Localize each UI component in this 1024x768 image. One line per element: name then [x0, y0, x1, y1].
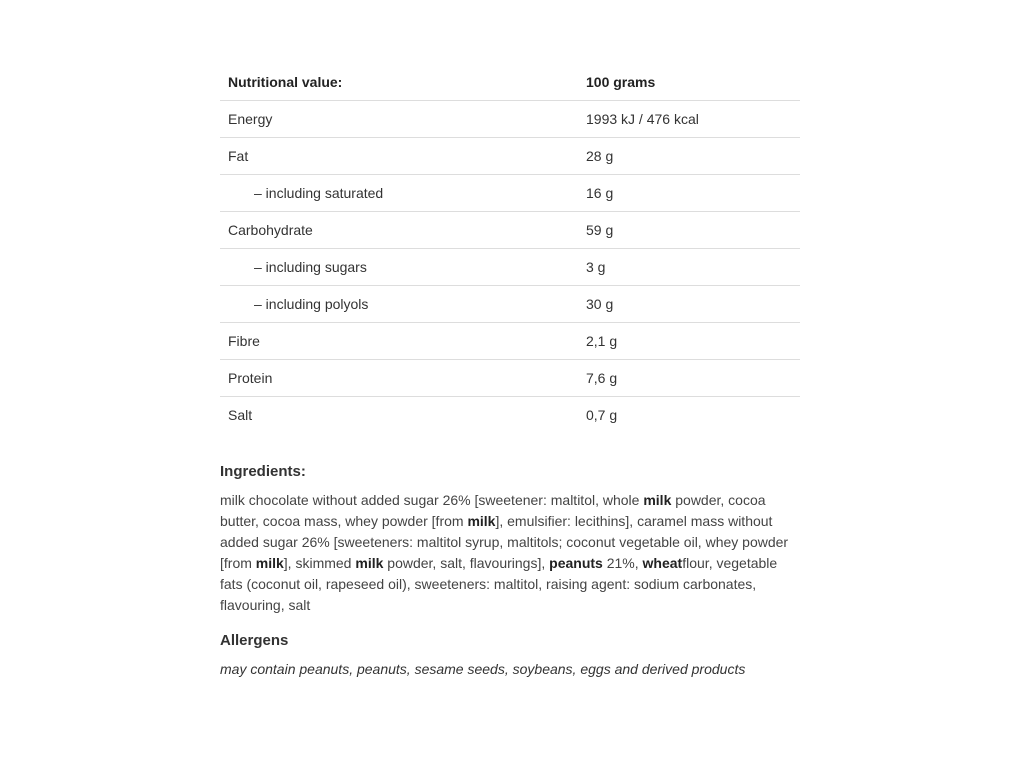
allergen-highlight: milk: [467, 513, 496, 529]
ingredient-segment: ], emulsifier: lecithins], caramel mass without added sugar 26% [sweeteners: maltitol syrup, maltitols; coconut vegetable oil, whey powder [from: [220, 513, 789, 571]
nutrient-name: Carbohydrate: [220, 212, 578, 249]
nutrient-value: 1993 kJ / 476 kcal: [578, 101, 800, 138]
ingredient-segment: 21%,: [602, 555, 643, 571]
nutrition-row-energy: [220, 101, 800, 138]
nutrient-name: – including saturated: [220, 175, 578, 212]
product-info: [220, 64, 800, 677]
ingredient-segment: milk chocolate without added sugar 26% [sweetener: maltitol, whole: [220, 492, 644, 508]
nutrient-value: 16 g: [578, 175, 800, 212]
nutrient-value: 0,7 g: [586, 407, 618, 423]
ingredient-segment: powder, cocoa butter, cocoa mass, whey powder [from: [220, 492, 766, 529]
ingredients-heading: Ingredients:: [220, 463, 306, 480]
allergen-highlight: milk: [643, 492, 672, 508]
nutrient-value: 3 g: [578, 249, 800, 286]
nutrition-row-carbohydrate: [220, 212, 800, 249]
nutrient-name: – including sugars: [220, 249, 578, 286]
nutrition-header-label: Nutritional value:: [220, 64, 578, 101]
nutrient-value: 59 g: [578, 212, 800, 249]
allergen-highlight: wheat: [642, 555, 683, 571]
nutrient-value: 7,6 g: [578, 360, 800, 397]
nutrient-value: 30 g: [578, 286, 800, 323]
nutrient-name: Energy: [220, 101, 578, 138]
nutrition-row-protein: [220, 360, 800, 397]
nutrient-value: 2,1 g: [578, 323, 800, 360]
nutrition-row-fat: [220, 138, 800, 175]
nutrient-name: – including polyols: [220, 286, 578, 323]
allergen-highlight: milk: [355, 555, 384, 571]
nutrition-row-sugars: [220, 249, 800, 286]
allergen-highlight: milk: [255, 555, 284, 571]
nutrition-row-saturated: [220, 175, 800, 212]
nutrition-header-value: 100 grams: [578, 64, 800, 101]
nutrient-name: Salt: [228, 407, 253, 423]
allergens-text: may contain peanuts, peanuts, sesame seeds, soybeans, eggs and derived products: [220, 661, 746, 677]
nutrition-header-row: [220, 64, 800, 101]
nutrient-name: Fat: [220, 138, 578, 175]
nutrition-row-salt: [220, 397, 800, 434]
nutrition-row-fibre: [220, 323, 800, 360]
nutrient-value: 28 g: [578, 138, 800, 175]
nutrient-name: Fibre: [220, 323, 578, 360]
nutrient-name: Protein: [220, 360, 578, 397]
ingredient-segment: ], skimmed: [283, 555, 356, 571]
nutrition-row-polyols: [220, 286, 800, 323]
nutrition-table: [220, 64, 800, 433]
ingredients-text: [220, 490, 800, 616]
ingredient-segment: flour, vegetable fats (coconut oil, rapeseed oil), sweeteners: maltitol, raising agent: sodium carbonates, flavouring, salt: [220, 555, 778, 613]
allergens-heading: Allergens: [220, 632, 289, 649]
allergen-highlight: peanuts: [549, 555, 603, 571]
ingredient-segment: powder, salt, flavourings],: [383, 555, 550, 571]
